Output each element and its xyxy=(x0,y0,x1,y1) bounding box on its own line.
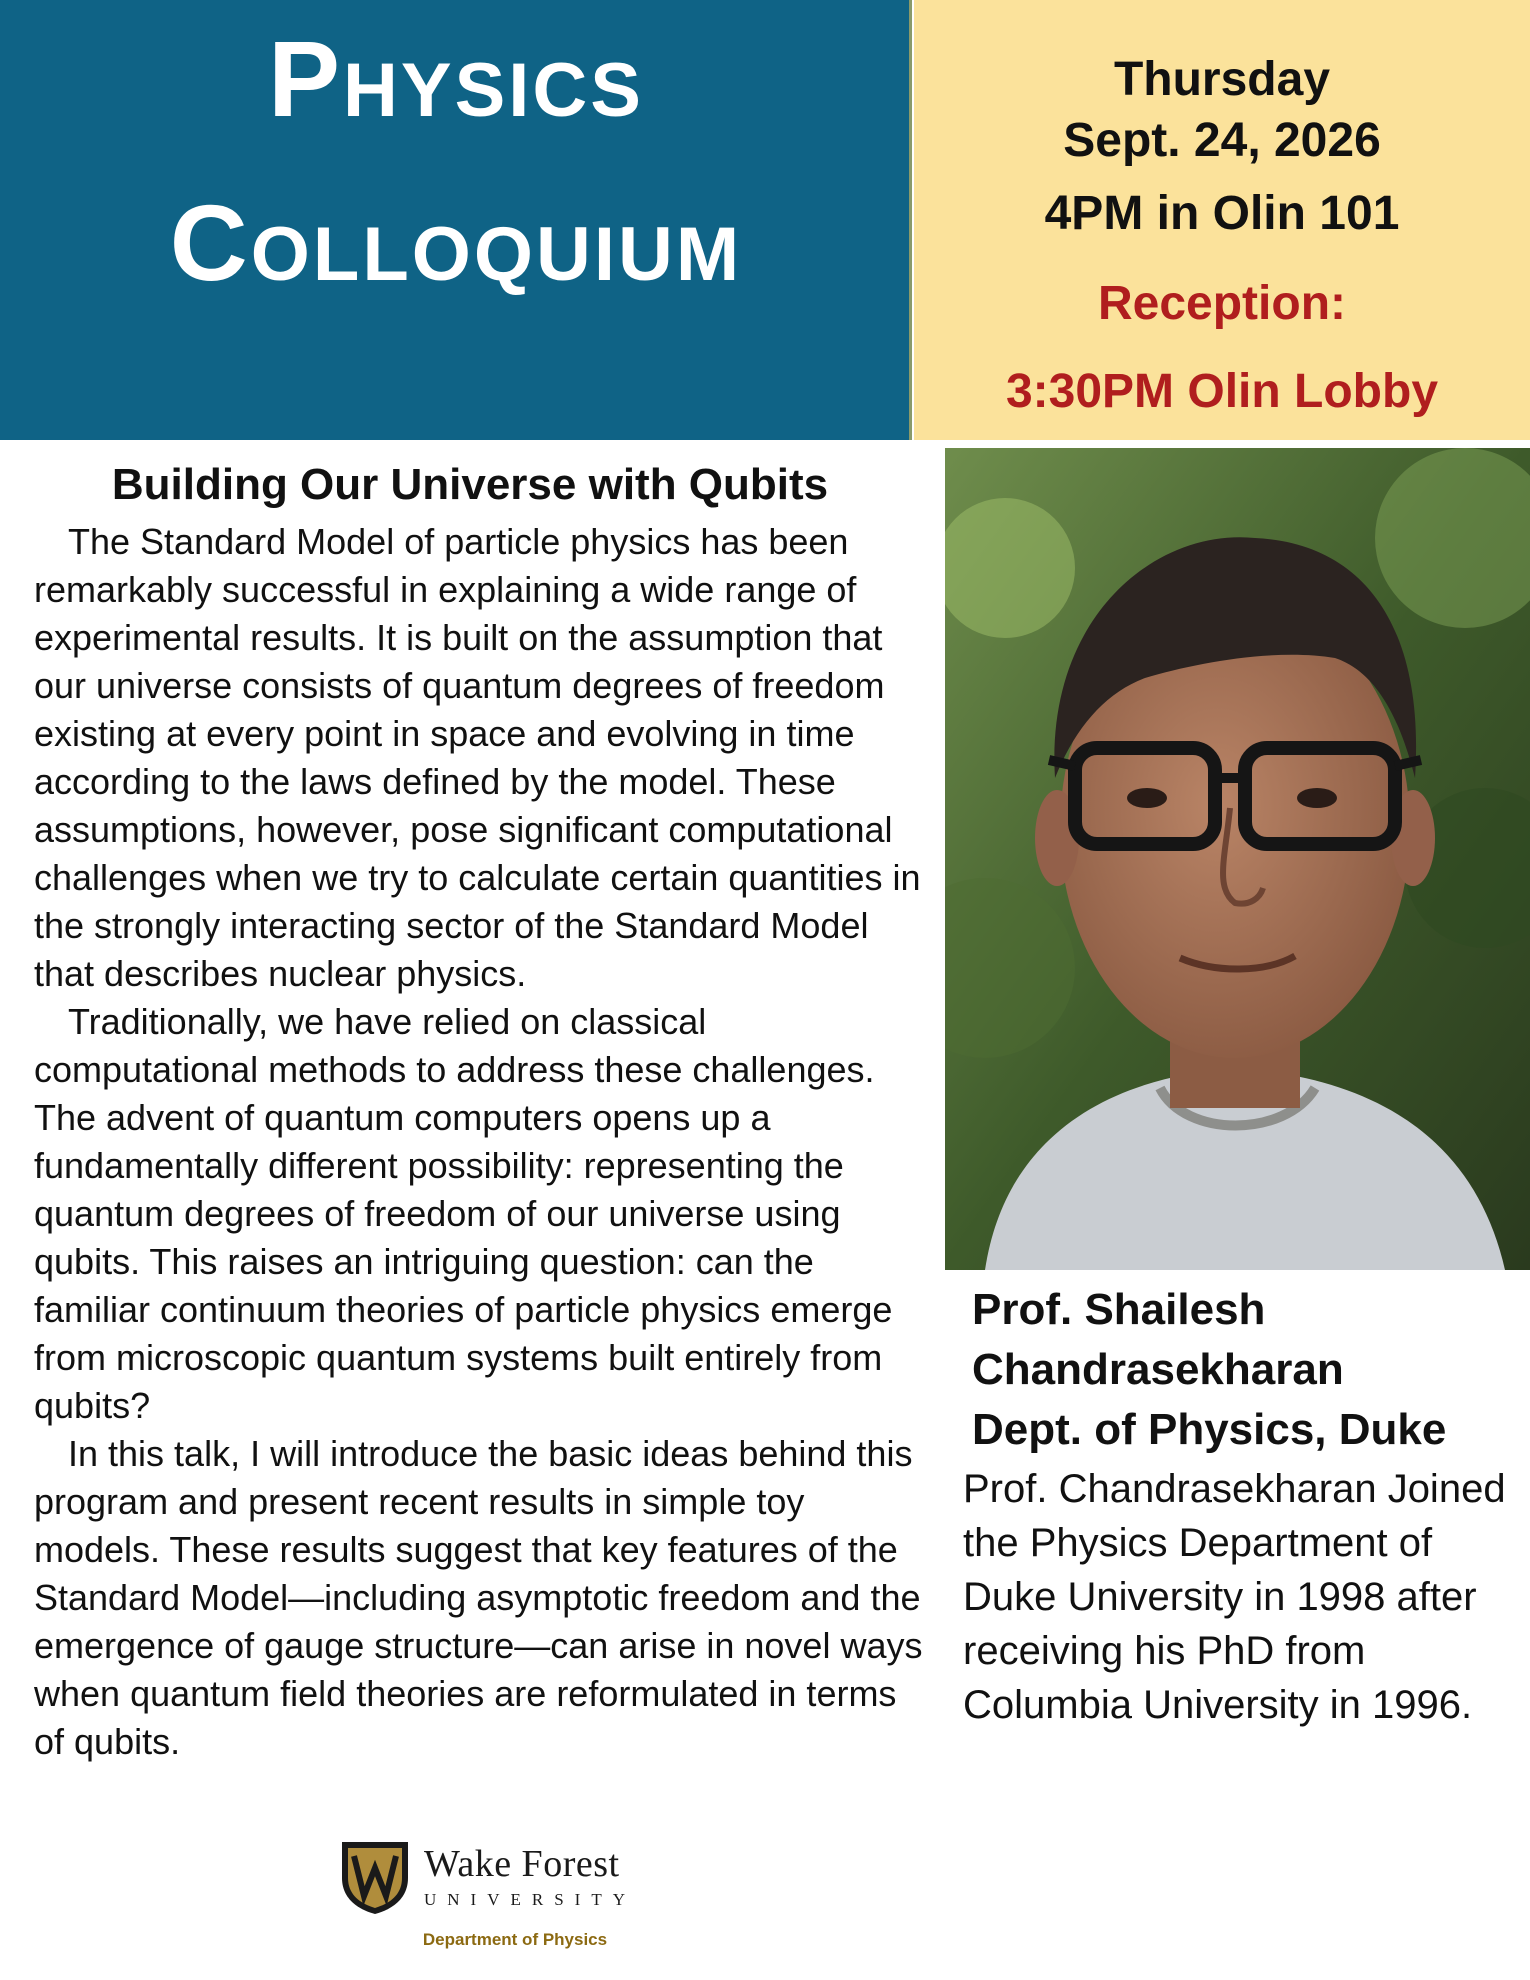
logo-wordmark: Wake Forest xyxy=(424,1843,620,1885)
colloquium-banner xyxy=(0,0,912,440)
university-logo xyxy=(340,1838,720,1948)
banner-title-physics: Physics xyxy=(268,18,644,139)
event-info-box xyxy=(914,0,1530,440)
abstract-paragraph: In this talk, I will introduce the basic ideas behind this program and present recent results in simple toy models. These results suggest that key features of the Standard Model—including asymptotic freedom and the emergence of gauge structure—can arise in novel ways when quantum field theories are reformulated in terms of qubits. xyxy=(34,1433,923,1762)
speaker-bio: Prof. Chandrasekharan Joined the Physics Department of Duke University in 1998 after receiving his PhD from Columbia University in 1996. xyxy=(963,1467,1506,1727)
event-date: Sept. 24, 2026 xyxy=(1063,114,1381,167)
abstract-paragraph: The Standard Model of particle physics has been remarkably successful in explaining a wide range of experimental results. It is built on the assumption that our universe consists of quantum degrees of freedom existing at every point in space and evolving in time according to the laws defined by the model. These assumptions, however, pose significant computational challenges when we try to calculate certain quantities in the strongly interacting sector of the Standard Model that describes nuclear physics. xyxy=(34,521,921,994)
talk-abstract xyxy=(34,518,934,1766)
logo-subtitle: UNIVERSITY xyxy=(424,1890,636,1909)
wfu-shield-icon xyxy=(340,1838,410,1916)
speaker-photo xyxy=(945,448,1530,1270)
reception-detail: 3:30PM Olin Lobby xyxy=(1005,365,1439,418)
banner-title-colloquium: Colloquium xyxy=(169,182,743,303)
department-label: Department of Physics xyxy=(422,1930,608,1949)
event-day: Thursday xyxy=(1113,53,1331,106)
talk-title: Building Our Universe with Qubits xyxy=(111,460,829,509)
abstract-paragraph: Traditionally, we have relied on classical computational methods to address these challenges. The advent of quantum computers opens up a fundamentally different possibility: representing the quantum degrees of freedom of our universe using qubits. This raises an intriguing question: can the familiar continuum theories of particle physics emerge from microscopic quantum systems built entirely from qubits? xyxy=(34,1001,893,1426)
speaker-heading xyxy=(972,1280,1522,1460)
speaker-affiliation: Dept. of Physics, Duke xyxy=(972,1405,1447,1454)
speaker-name-line1: Prof. Shailesh xyxy=(972,1285,1266,1334)
event-time-location: 4PM in Olin 101 xyxy=(1044,187,1400,240)
speaker-name-line2: Chandrasekharan xyxy=(972,1345,1344,1394)
reception-label: Reception: xyxy=(1097,277,1346,330)
